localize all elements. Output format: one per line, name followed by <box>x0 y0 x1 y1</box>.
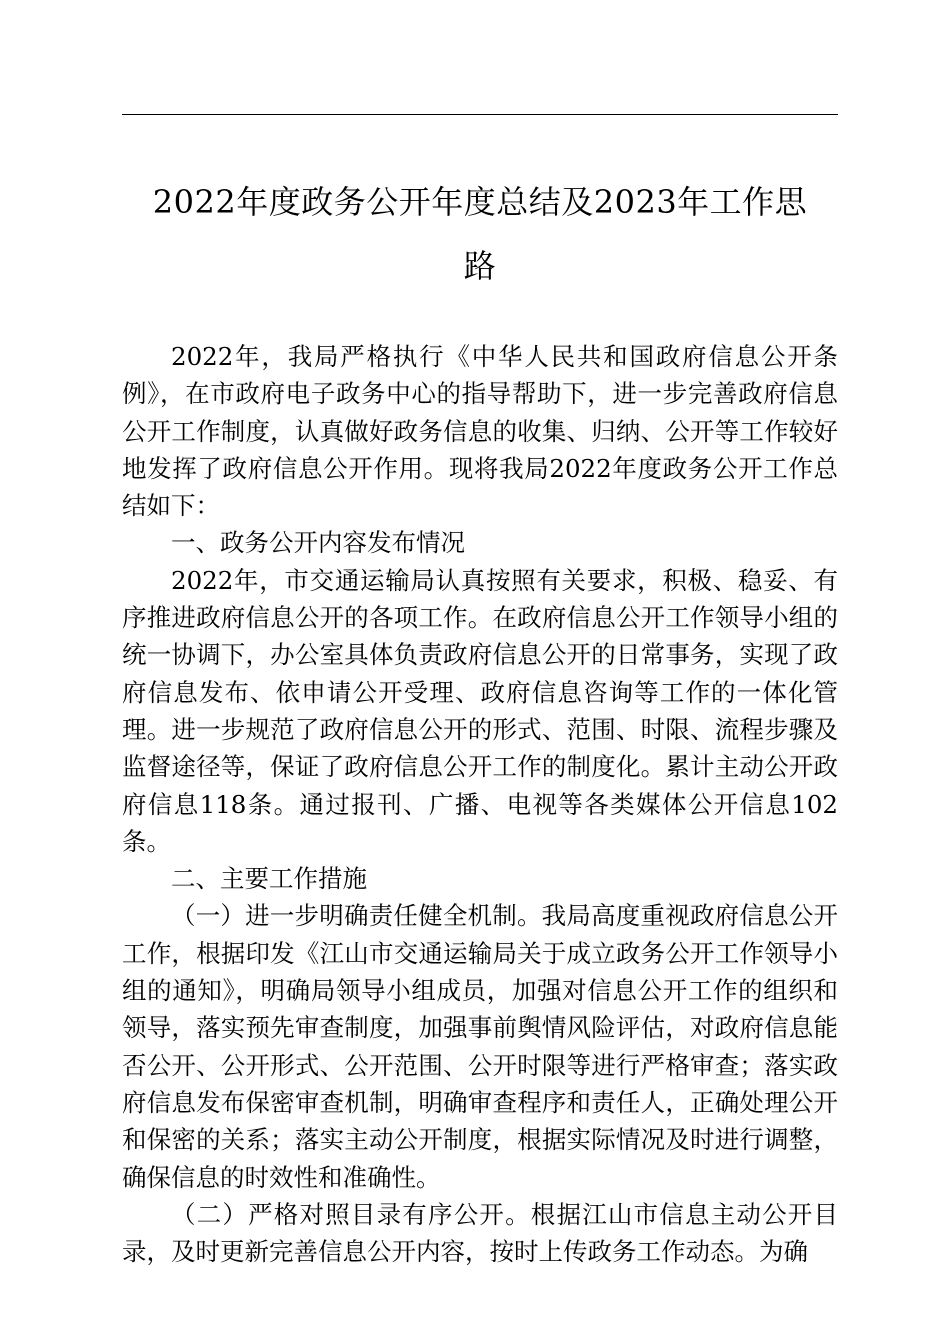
section-heading-2: 二、主要工作措施 <box>171 864 367 894</box>
title-line-1: 2022年度政务公开年度总结及2023年工作思 <box>152 183 808 221</box>
document-title <box>122 170 838 298</box>
measure-2-paragraph: （二）严格对照目录有序公开。根据江山市信息主动公开目录，及时更新完善信息公开内容，按时上传政务工作动态。为确 <box>122 1199 838 1267</box>
document-body <box>122 338 838 1270</box>
section-1-paragraph: 2022年，市交通运输局认真按照有关要求，积极、稳妥、有序推进政府信息公开的各项工作。在政府信息公开工作领导小组的统一协调下，办公室具体负责政府信息公开的日常事务，实现了政府信息发布、依申请公开受理、政府信息咨询等工作的一体化管理。进一步规范了政府信息公开的形式、范围、时限、流程步骤及监督途径等，保证了政府信息公开工作的制度化。累计主动公开政府信息118条。通过报刊、广播、电视等各类媒体公开信息102条。 <box>122 565 838 856</box>
intro-paragraph: 2022年，我局严格执行《中华人民共和国政府信息公开条例》，在市政府电子政务中心的指导帮助下，进一步完善政府信息公开工作制度，认真做好政务信息的收集、归纳、公开等工作较好地发挥了政府信息公开作用。现将我局2022年度政务公开工作总结如下： <box>122 342 838 521</box>
section-heading-1: 一、政务公开内容发布情况 <box>171 528 465 558</box>
header-rule <box>122 114 838 115</box>
measure-1-paragraph: （一）进一步明确责任健全机制。我局高度重视政府信息公开工作，根据印发《江山市交通运输局关于成立政务公开工作领导小组的通知》，明确局领导小组成员，加强对信息公开工作的组织和领导，落实预先审查制度，加强事前舆情风险评估，对政府信息能否公开、公开形式、公开范围、公开时限等进行严格审查；落实政府信息发布保密审查机制，明确审查程序和责任人，正确处理公开和保密的关系；落实主动公开制度，根据实际情况及时进行调整，确保信息的时效性和准确性。 <box>122 901 838 1192</box>
title-line-2: 路 <box>463 247 497 285</box>
